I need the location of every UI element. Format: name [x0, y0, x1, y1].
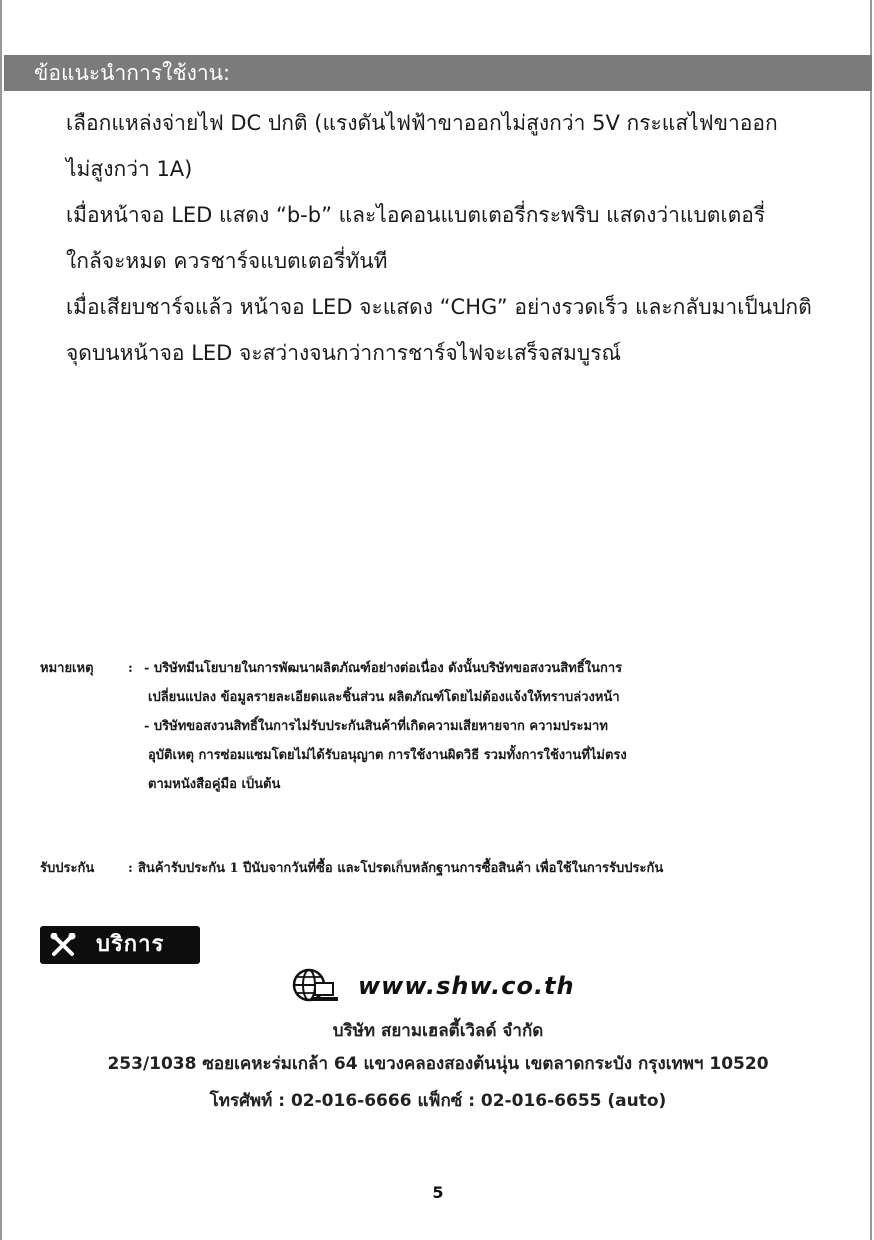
note-line: ตามหนังสือคู่มือ เป็นต้น — [148, 777, 281, 792]
tip-line: เมื่อหน้าจอ LED แสดง “b-b” และไอคอนแบตเตอรี่กระพริบ แสดงว่าแบตเตอรี่ — [66, 203, 766, 227]
company-phone: โทรศัพท์ : 02-016-6666 แฟ็กซ์ : 02-016-6655 (auto) — [209, 1091, 667, 1111]
note-row — [40, 741, 840, 770]
service-label: บริการ — [96, 932, 165, 957]
note-row — [40, 770, 840, 799]
tip-line: เลือกแหล่งจ่ายไฟ DC ปกติ (แรงดันไฟฟ้าขาออกไม่สูงกว่า 5V กระแสไฟขาออก — [66, 111, 778, 135]
notes-colon: : — [128, 661, 133, 676]
website-url[interactable]: www.shw.co.th — [358, 972, 575, 1000]
warranty-row — [40, 854, 840, 884]
tools-icon — [50, 933, 76, 957]
section-title-bar — [4, 55, 872, 91]
note-row — [40, 654, 840, 683]
page-number: 5 — [432, 1183, 444, 1202]
note-row — [40, 712, 840, 741]
note-line: อุบัติเหตุ การซ่อมแซมโดยไม่ได้รับอนุญาต การใช้งานผิดวิธี รวมทั้งการใช้งานที่ไม่ตรง — [148, 748, 627, 763]
tip-line: ไม่สูงกว่า 1A) — [66, 157, 193, 181]
note-line: - บริษัทขอสงวนสิทธิ์ในการไม่รับประกันสินค้าที่เกิดความเสียหายจาก ความประมาท — [144, 719, 608, 734]
warranty-label: รับประกัน — [40, 861, 95, 876]
tip-line: จุดบนหน้าจอ LED จะสว่างจนกว่าการชาร์จไฟจะเสร็จสมบูรณ์ — [66, 341, 621, 365]
warranty-colon: : — [128, 861, 133, 876]
note-row — [40, 683, 840, 712]
tip-line: เมื่อเสียบชาร์จแล้ว หน้าจอ LED จะแสดง “CHG” อย่างรวดเร็ว และกลับมาเป็นปกติ — [66, 295, 812, 319]
note-line: - บริษัทมีนโยบายในการพัฒนาผลิตภัณฑ์อย่างต่อเนื่อง ดังนั้นบริษัทขอสงวนสิทธิ์ในการ — [144, 661, 623, 676]
company-name: บริษัท สยามเฮลตี้เวิลด์ จำกัด — [332, 1021, 544, 1041]
note-line: เปลี่ยนแปลง ข้อมูลรายละเอียดและชิ้นส่วน ผลิตภัณฑ์โดยไม่ต้องแจ้งให้ทราบล่วงหน้า — [148, 690, 620, 705]
notes-label: หมายเหตุ — [40, 661, 94, 676]
usage-tips — [66, 100, 846, 376]
tip-line: ใกล้จะหมด ควรชาร์จแบตเตอรี่ทันที — [66, 249, 388, 273]
service-badge — [40, 926, 200, 964]
company-address: 253/1038 ซอยเคหะร่มเกล้า 64 แขวงคลองสองต้นนุ่น เขตลาดกระบัง กรุงเทพฯ 10520 — [107, 1054, 769, 1074]
warranty-text: สินค้ารับประกัน 1 ปีนับจากวันที่ซื้อ และโปรดเก็บหลักฐานการซื้อสินค้า เพื่อใช้ในการรับประกัน — [138, 861, 664, 876]
website-row — [292, 966, 592, 1006]
globe-laptop-icon — [292, 968, 340, 1006]
notes-block — [40, 654, 840, 799]
section-title: ข้อแนะนำการใช้งาน: — [34, 61, 231, 85]
